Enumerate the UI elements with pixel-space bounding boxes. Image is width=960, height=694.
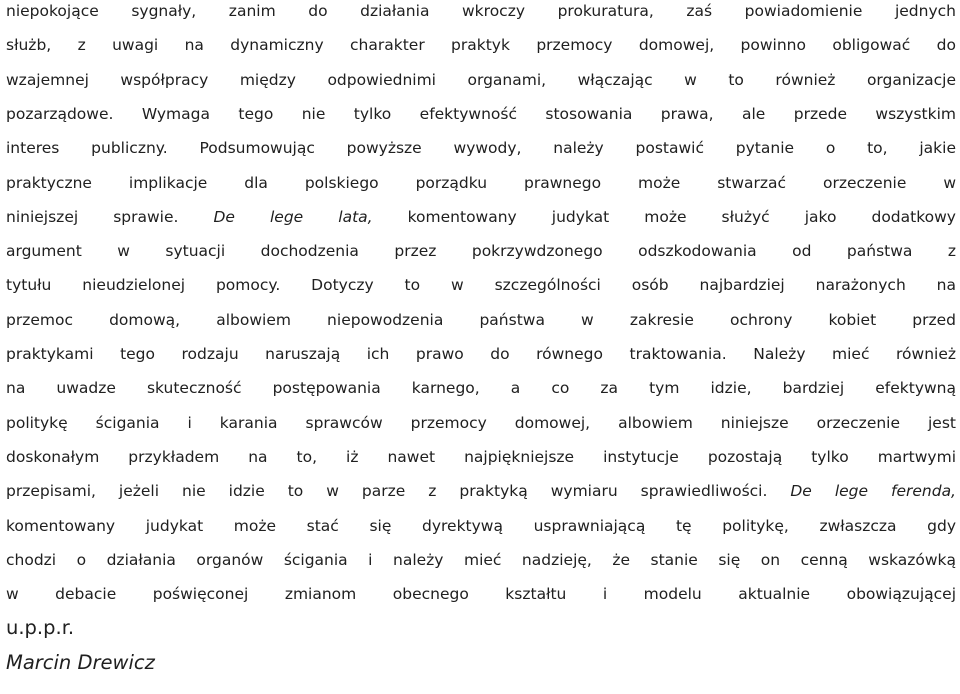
text-line [6, 543, 956, 577]
text-line [6, 166, 956, 200]
line-text: pozarządowe. Wymaga tego nie tylko efektywność stosowania prawa, ale przede wszystkim [6, 104, 956, 123]
line-text: praktyczne implikacje dla polskiego porządku prawnego może stwarzać orzeczenie w [6, 173, 956, 192]
line-text: interes publiczny. Podsumowując powyższe wywody, należy postawić pytanie o to, jakie [6, 139, 956, 158]
text-line [6, 474, 956, 508]
text-line [6, 509, 956, 543]
line-text: komentowany judykat może stać się dyrektywą usprawniającą tę politykę, zwłaszcza gdy [6, 516, 956, 535]
text-line [6, 131, 956, 165]
text-line [6, 97, 956, 131]
line-text: komentowany judykat może służyć jako dodatkowy [372, 207, 956, 226]
text-line [6, 303, 956, 337]
text-line [6, 337, 956, 371]
line-text: praktykami tego rodzaju naruszają ich prawo do równego traktowania. Należy mieć również [6, 345, 956, 363]
line-text: przepisami, jeżeli nie idzie to w parze z praktyką wymiaru sprawiedliwości. [6, 482, 791, 501]
text-line [6, 577, 956, 611]
text-line [6, 0, 956, 28]
text-line [6, 371, 956, 405]
line-text: tytułu nieudzielonej pomocy. Dotyczy to w szczególności osób najbardziej narażonych na [6, 276, 956, 295]
line-text: doskonałym przykładem na to, iż nawet najpiękniejsze instytucje pozostają tylko martwymi [6, 447, 956, 466]
text-line [6, 440, 956, 474]
line-text: argument w sytuacji dochodzenia przez pokrzywdzonego odszkodowania od państwa z [6, 242, 956, 261]
line-text: chodzi o działania organów ścigania i należy mieć nadzieję, że stanie się on cenną wskazówką [6, 550, 956, 569]
line-text: politykę ścigania i karania sprawców przemocy domowej, albowiem niniejsze orzeczenie jest [6, 413, 956, 432]
line-text: wzajemnej współpracy między odpowiednimi organami, włączając w to również organizacje [6, 70, 956, 89]
line-text: u.p.p.r. [6, 616, 75, 640]
line-text: niniejszej sprawie. [6, 207, 214, 226]
line-text: służb, z uwagi na dynamiczny charakter praktyk przemocy domowej, powinno obligować do [6, 36, 956, 55]
text-line [6, 234, 956, 268]
line-text: przemoc domową, albowiem niepowodzenia państwa w zakresie ochrony kobiet przed [6, 310, 956, 329]
latin-phrase: De lege lata, [213, 207, 373, 226]
line-text: niepokojące sygnały, zanim do działania wkroczy prokuratura, zaś powiadomienie jednych [6, 2, 956, 20]
latin-phrase: De lege ferenda, [790, 482, 956, 501]
author-signature: Marcin Drewicz [6, 650, 155, 674]
text-line [6, 406, 956, 440]
text-line [6, 28, 956, 62]
text-line [6, 268, 956, 302]
line-text: na uwadze skuteczność postępowania karnego, a co za tym idzie, bardziej efektywną [6, 379, 956, 398]
line-text: w debacie poświęconej zmianom obecnego kształtu i modelu aktualnie obowiązującej [6, 585, 956, 604]
text-line [6, 611, 956, 645]
text-line [6, 63, 956, 97]
text-line [6, 200, 956, 234]
